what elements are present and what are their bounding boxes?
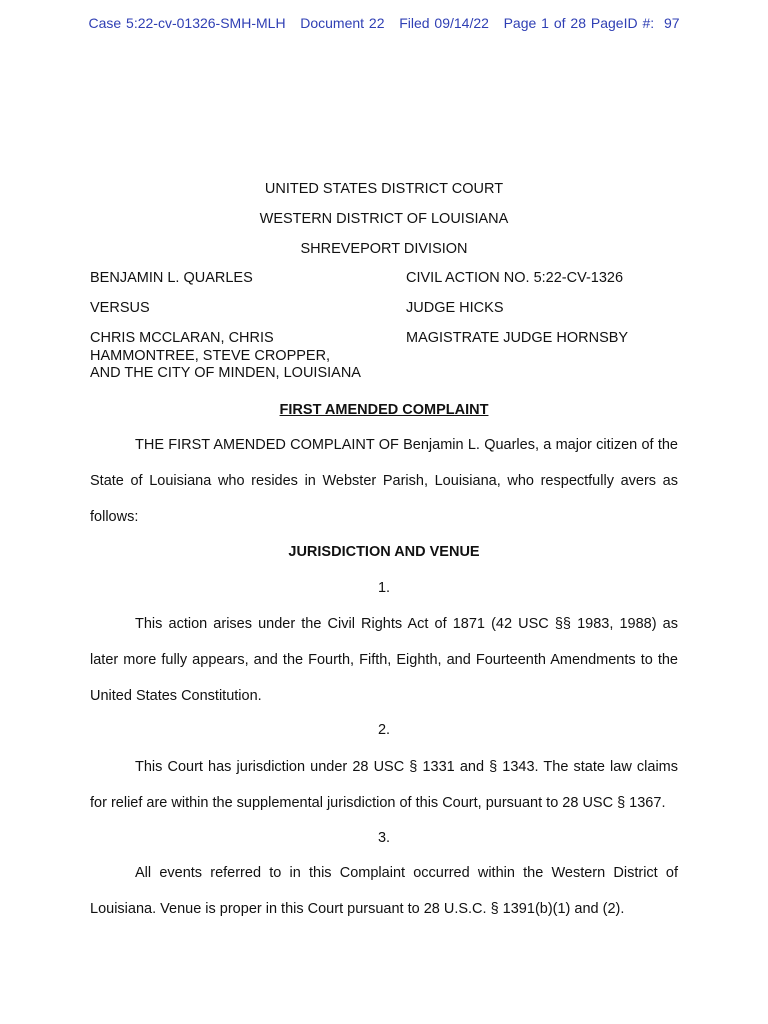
judge-name: JUDGE HICKS [406, 300, 504, 316]
civil-action-number: CIVIL ACTION NO. 5:22-CV-1326 [406, 270, 624, 286]
magistrate-judge: MAGISTRATE JUDGE HORNSBY [406, 330, 629, 346]
court-district: WESTERN DISTRICT OF LOUISIANA [259, 211, 509, 227]
paragraph-text: All events referred to in this Complaint occurred within the Western District of Louisiana. Venue is proper in this Court pursuant to 28 U.S.C. § 1391(b)(1) and (2). [90, 865, 678, 917]
defendants [90, 330, 400, 383]
versus-label: VERSUS [90, 300, 150, 316]
page-info: Page 1 of 28 PageID #: [503, 15, 655, 31]
court-name: UNITED STATES DISTRICT COURT [264, 181, 504, 197]
paragraph-number: 3. [377, 830, 391, 846]
filing-header [0, 15, 768, 31]
defendants-line: AND THE CITY OF MINDEN, LOUISIANA [90, 365, 361, 381]
paragraph-text: This Court has jurisdiction under 28 USC § 1331 and § 1343. The state law claims for relief are within the supplemental jurisdiction of this Court, pursuant to 28 USC § 1367. [90, 759, 678, 811]
intro-paragraph: THE FIRST AMENDED COMPLAINT OF Benjamin L. Quarles, a major citizen of the State of Louisiana who resides in Webster Parish, Louisiana, who respectfully avers as follows: [90, 437, 678, 525]
case-number: Case 5:22-cv-01326-SMH-MLH [88, 15, 286, 31]
page-id: 97 [663, 15, 680, 31]
document-title: FIRST AMENDED COMPLAINT [279, 402, 489, 418]
plaintiff-name: BENJAMIN L. QUARLES [90, 270, 253, 286]
paragraph-number: 2. [377, 722, 391, 738]
document-number: Document 22 [300, 15, 385, 31]
filed-date: Filed 09/14/22 [399, 15, 489, 31]
paragraph-text: This action arises under the Civil Rights Act of 1871 (42 USC §§ 1983, 1988) as later more fully appears, and the Fourth, Fifth, Eighth, and Fourteenth Amendments to the United States Constitution. [90, 616, 678, 704]
paragraph-number: 1. [377, 580, 391, 596]
defendants-line: HAMMONTREE, STEVE CROPPER, [90, 347, 331, 364]
section-heading: JURISDICTION AND VENUE [288, 544, 480, 560]
defendants-line: CHRIS MCCLARAN, CHRIS [90, 330, 274, 346]
court-division: SHREVEPORT DIVISION [300, 241, 468, 257]
